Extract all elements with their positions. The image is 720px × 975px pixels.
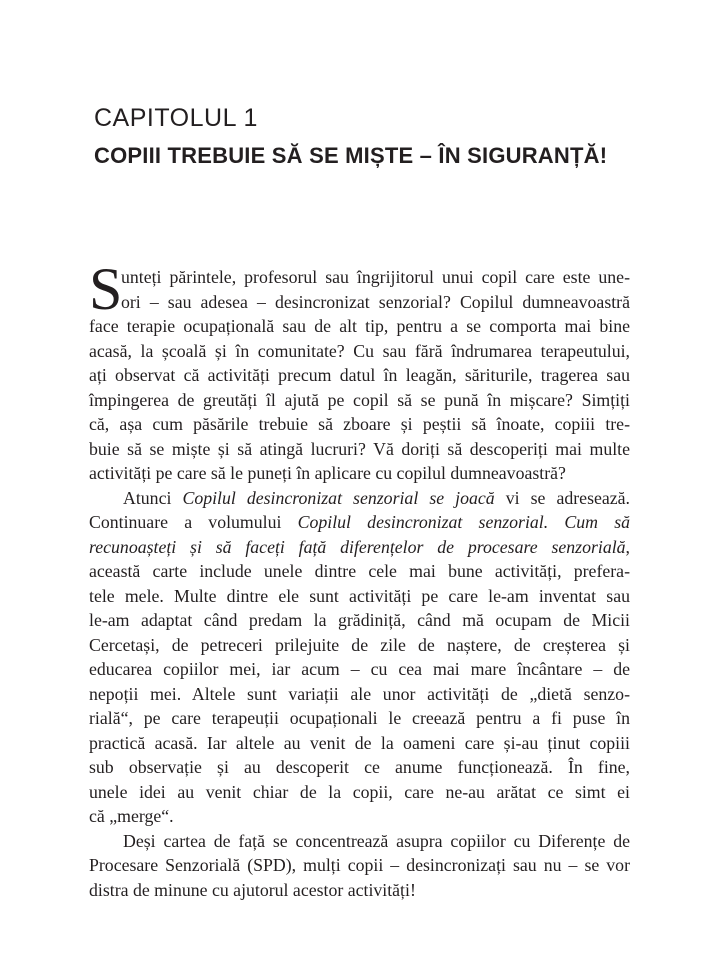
text-run: Continuare a volumului: [89, 512, 298, 532]
text-line: unele idei au venit chiar de la copii, care ne-au arătat ce simt ei: [89, 781, 630, 802]
text-line: această carte include unele dintre cele mai bune activități, prefera-: [89, 561, 630, 581]
text-line: Deși cartea de față se concentrează asupra copiilor cu Diferențe de: [123, 830, 630, 851]
text-line: [89, 535, 630, 560]
text-run: ,: [625, 536, 630, 557]
text-line: [89, 486, 630, 511]
chapter-title: COPIII TREBUIE SĂ SE MIȘTE – ÎN SIGURANȚĂ!: [94, 143, 608, 168]
drop-cap: S: [89, 256, 123, 322]
paragraph-2: [89, 486, 630, 829]
text-line: Procesare Senzorială (SPD), mulți copii – desincronizați sau nu – se vor: [89, 855, 630, 875]
text-line: că, așa cum păsările trebuie să zboare și peștii să înoate, copiii tre-: [89, 414, 630, 434]
text-run: Atunci: [123, 487, 183, 508]
text-line: le-am adaptat când predam la grădiniță, când mă ocupam de Micii: [89, 610, 630, 630]
text-line: [89, 510, 630, 535]
text-line: activități pe care să le puneți în aplicare cu copilul dumneavoastră?: [89, 463, 566, 483]
body-text: [89, 256, 631, 902]
paragraph-1: [89, 256, 630, 486]
text-line: că „merge“.: [89, 806, 174, 826]
text-line: distra de minune cu ajutorul acestor activități!: [89, 879, 416, 900]
text-line: tele mele. Multe dintre ele sunt activități pe care le-am inventat sau: [89, 585, 630, 606]
book-title-italic: Copilul desincronizat senzorial se joacă: [182, 487, 495, 508]
text-line: practică acasă. Iar altele au venit de la oameni care și-au ținut copiii: [89, 732, 630, 753]
book-title-italic: Copilul desincronizat senzorial. Cum să: [297, 512, 631, 532]
text-line: acasă, la școală și în comunitate? Cu sau fără îndrumarea terapeutului,: [89, 340, 630, 361]
text-line: rială“, pe care terapeuții ocupaționali le creează pentru a fi puse în: [89, 708, 630, 728]
text-line: unteți părintele, profesorul sau îngrijitorul unui copil care este une-: [121, 267, 630, 287]
text-line: face terapie ocupațională sau de alt tip, pentru a se comporta mai bine: [89, 316, 630, 336]
text-run: vi se adresează.: [494, 487, 631, 508]
text-line: ori – sau adesea – desincronizat senzorial? Copilul dumneavoastră: [121, 291, 630, 312]
text-line: buie să se miște și să atingă lucruri? Vă doriți să descoperiți mai multe: [89, 438, 630, 459]
text-line: educarea copiilor mei, iar acum – cu cea mai mare încântare – de: [89, 659, 630, 679]
text-line: împingerea de greutăți îl ajută pe copil să se pună în mișcare? Simțiți: [89, 389, 630, 410]
text-line: Cercetași, de petreceri prilejuite de zile de naștere, de creșterea și: [89, 634, 630, 655]
chapter-label: CAPITOLUL 1: [94, 104, 258, 132]
text-line: sub observație și au descoperit ce anume funcționează. În fine,: [89, 757, 630, 777]
text-line: ați observat că activități precum datul în leagăn, săriturile, tragerea sau: [89, 365, 630, 385]
text-line: nepoții mei. Altele sunt variații ale unor activități de „dietă senzo-: [89, 683, 630, 704]
paragraph-3: [89, 829, 630, 903]
book-title-italic: recunoașteți și să faceți față diferențelor de procesare senzorială: [89, 536, 626, 557]
